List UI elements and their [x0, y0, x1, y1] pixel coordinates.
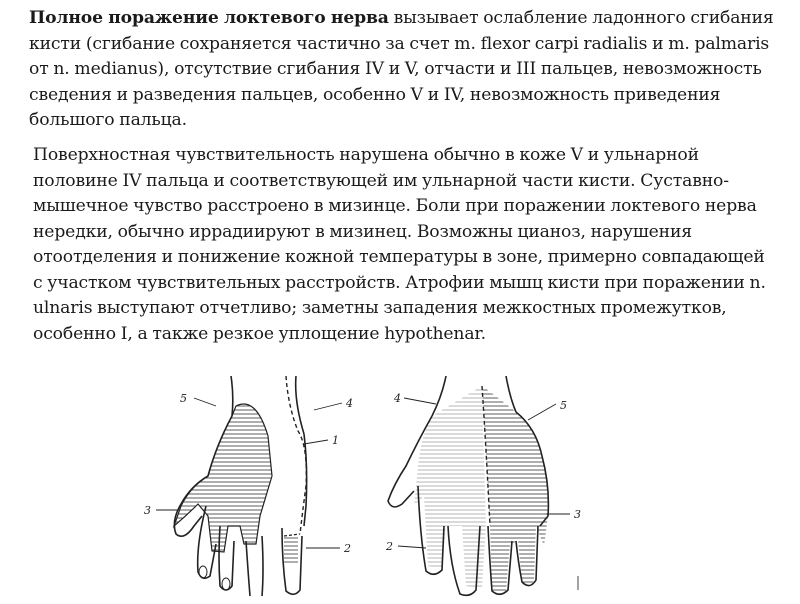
right-hand-drawing — [385, 376, 581, 595]
left-label-2: 2 — [344, 542, 351, 555]
right-label-3: 3 — [574, 508, 581, 521]
left-hand-drawing — [144, 376, 353, 596]
right-label-5: 5 — [560, 399, 567, 412]
right-label-2: 2 — [386, 540, 393, 553]
paragraph-ulnar-nerve-motor — [29, 6, 791, 134]
paragraph-ulnar-nerve-sensory: Поверхностная чувствительность нарушена обычно в коже V и ульнарной половине IV пальца и соответствующей им ульнарной части кисти. Суставно-мышечное чувство расстроено в мизинце. Боли при поражении локтевого нерва нередки, обычно иррадиируют в мизинец. Возможны цианоз, нарушения отоотделения и понижение кожной температуры в зоне, примерно совпадающей с участком чувствительных расстройств. Атрофии мышц кисти при поражении n. ulnaris выступают отчетливо; заметны западения межкостных промежутков, особенно I, а также резкое уплощение hypothenar. — [33, 145, 766, 344]
left-label-5: 5 — [180, 392, 187, 405]
left-label-4: 4 — [346, 397, 353, 410]
bold-lead-phrase: Полное поражение локтевого нерва — [29, 8, 389, 28]
right-label-4: 4 — [394, 392, 401, 405]
hands-illustration — [136, 376, 596, 600]
paragraph1-text: вызывает ослабление ладонного сгибания кисти (сгибание сохраняется частично за счет m. flexor carpi radialis и m. palmaris от n. medianus), отсутствие сгибания IV и V, отчасти и III пальцев, невозможность сведения и разведения пальцев, особенно V и IV, невозможность приведения большого пальца. — [29, 8, 774, 130]
left-label-1: 1 — [332, 434, 339, 447]
left-label-3: 3 — [144, 504, 151, 517]
